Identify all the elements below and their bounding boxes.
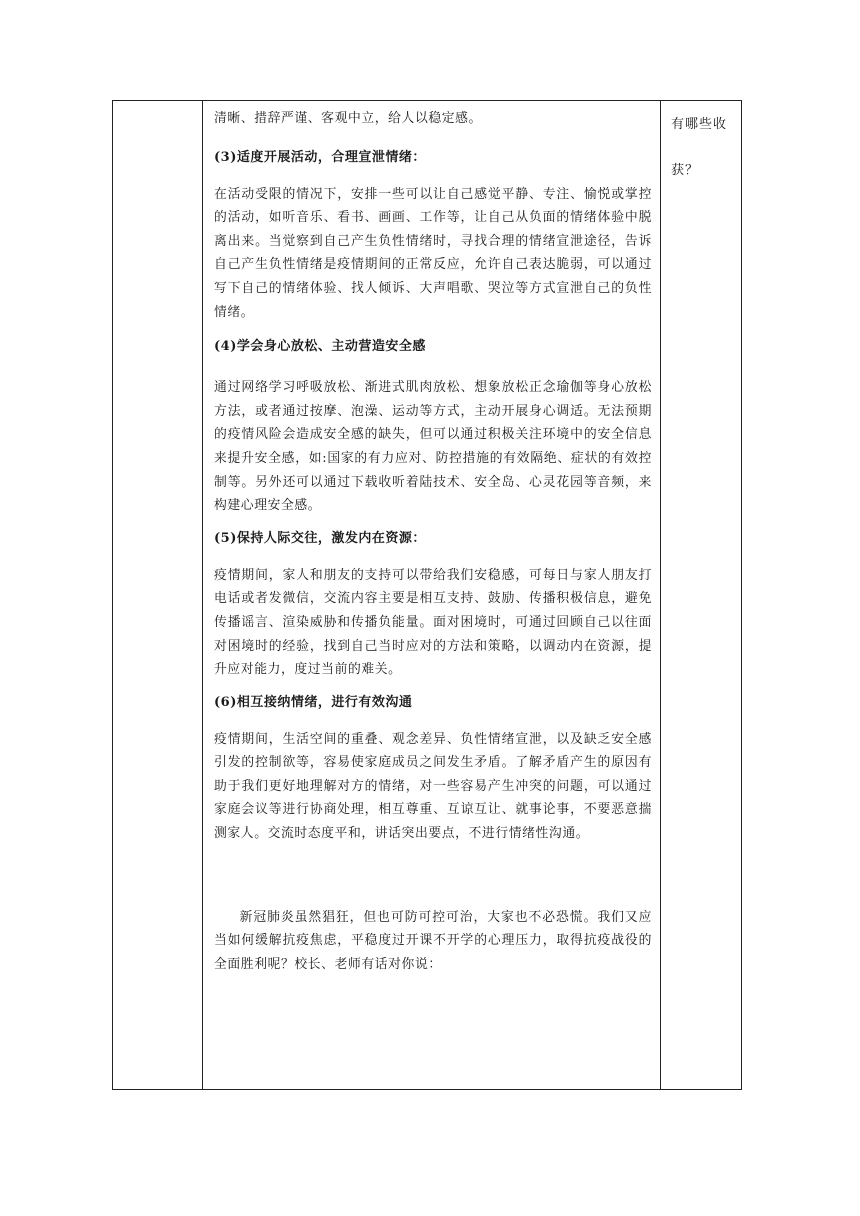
section-heading-6: (6)相互接纳情绪，进行有效沟通 <box>214 694 413 710</box>
table-right-column <box>661 101 741 1089</box>
right-column-line-2: 获？ <box>671 163 700 178</box>
table-left-column <box>113 101 203 1089</box>
closing-paragraph: 新冠肺炎虽然猖狂，但也可防可控可治，大家也不必恐慌。我们又应当如何缓解抗疫焦虑，平稳度过开课不开学的心理压力，取得抗疫战役的全面胜利呢？校长、老师有话对你说： <box>214 909 652 972</box>
section-body-4: 通过网络学习呼吸放松、渐进式肌肉放松、想象放松正念瑜伽等身心放松方法，或者通过按摩、泡澡、运动等方式，主动开展身心调适。无法预期的疫情风险会造成安全感的缺失，但可以通过积极关注环境中的安全信息来提升安全感，如:国家的有力应对、防控措施的有效隔绝、症状的有效控制等。另外还可以通过下载收听着陆技术、安全岛、心灵花园等音频，来构建心理安全感。 <box>214 380 652 514</box>
section-body-6: 疫情期间，生活空间的重叠、观念差异、负性情绪宣泄，以及缺乏安全感引发的控制欲等，容易使家庭成员之间发生矛盾。了解矛盾产生的原因有助于我们更好地理解对方的情绪，对一些容易产生冲突的问题，可以通过家庭会议等进行协商处理，相互尊重、互谅互让、就事论事，不要恶意揣测家人。交流时态度平和，讲话突出要点，不进行情绪性沟通。 <box>214 731 652 842</box>
right-column-line-1: 有哪些收 <box>671 117 728 132</box>
intro-line: 清晰、措辞严谨、客观中立，给人以稳定感。 <box>214 111 482 126</box>
table-main-column <box>203 101 661 1089</box>
section-heading-3: (3)适度开展活动，合理宣泄情绪： <box>214 149 426 165</box>
section-heading-4: (4)学会身心放松、主动营造安全感 <box>214 339 426 355</box>
section-body-3: 在活动受限的情况下，安排一些可以让自己感觉平静、专注、愉悦或掌控的活动，如听音乐、看书、画画、工作等，让自己从负面的情绪体验中脱离出来。当觉察到自己产生负性情绪时，寻找合理的情绪宣泄途径，告诉自己产生负性情绪是疫情期间的正常反应，允许自己表达脆弱，可以通过写下自己的情绪体验、找人倾诉、大声唱歌、哭泣等方式宣泄自己的负性情绪。 <box>214 186 652 320</box>
section-heading-5: (5)保持人际交往，激发内在资源： <box>214 530 426 546</box>
section-body-5: 疫情期间，家人和朋友的支持可以带给我们安稳感，可每日与家人朋友打电话或者发微信，交流内容主要是相互支持、鼓励、传播积极信息，避免传播谣言、渲染威胁和传播负能量。面对困境时，可通过回顾自己以往面对困境时的经验，找到自己当时应对的方法和策略，以调动内在资源，提升应对能力，度过当前的难关。 <box>214 567 652 678</box>
document-table <box>112 100 742 1090</box>
